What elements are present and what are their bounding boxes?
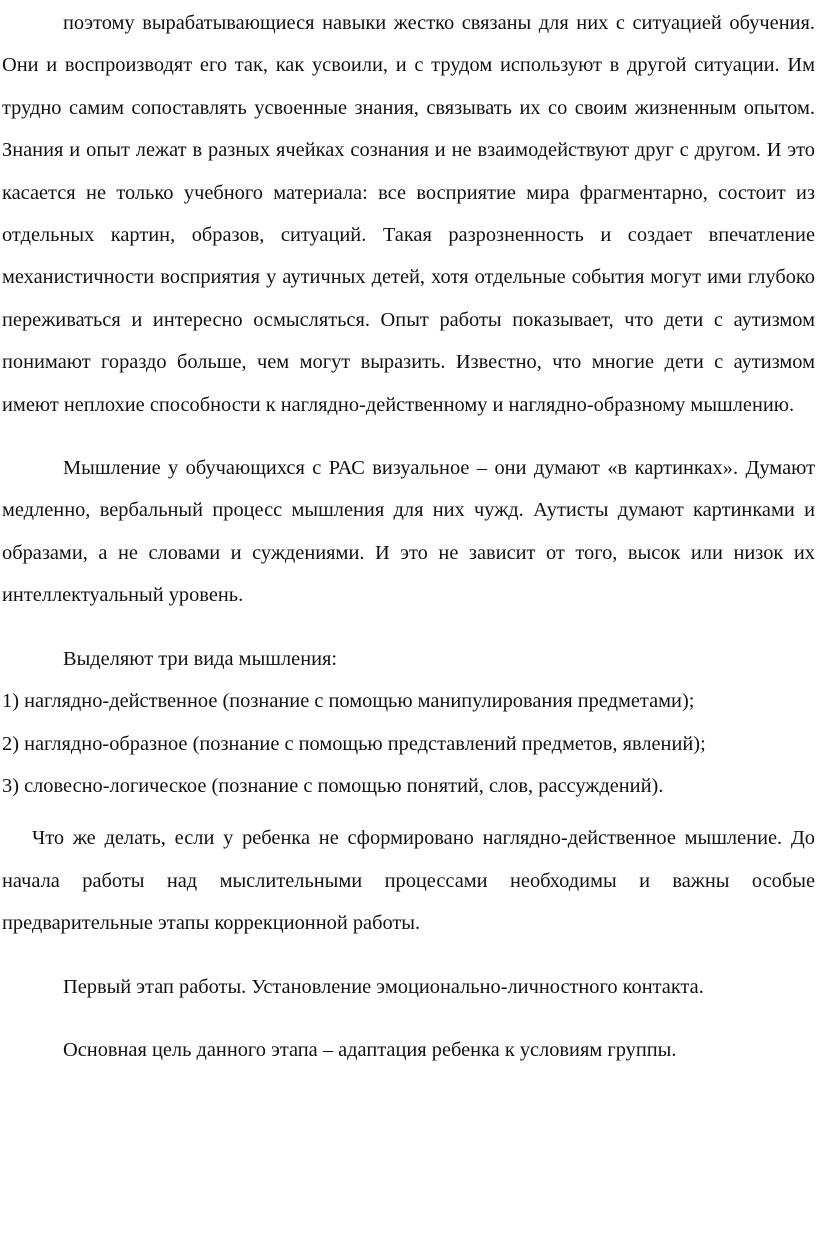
list-item-visual-action: 1) наглядно-действенное (познание с помощью манипулирования предметами); (2, 690, 695, 713)
paragraph-what-to-do: Что же делать, если у ребенка не сформировано наглядно-действенное мышление. До начала работы над мыслительными процессами необходимы и важны особые предварительные этапы коррекционной работы. (2, 827, 815, 935)
paragraph-first-stage: Первый этап работы. Установление эмоционально-личностного контакта. (63, 975, 704, 998)
paragraph-thinking-types-heading: Выделяют три вида мышления: (63, 647, 338, 670)
paragraph-main-goal: Основная цель данного этапа – адаптация ребенка к условиям группы. (63, 1038, 677, 1061)
list-item-verbal-logical: 3) словесно-логическое (познание с помощью понятий, слов, рассуждений). (2, 774, 664, 797)
paragraph-visual-thinking: Мышление у обучающихся с РАС визуальное – они думают «в картинках». Думают медленно, вербальный процесс мышления для них чужд. Аутисты думают картинками и образами, а не словами и суждениями. И это не зависит от того, высок или низок их интеллектуальный уровень. (2, 457, 815, 607)
list-item-visual-image: 2) наглядно-образное (познание с помощью представлений предметов, явлений); (2, 732, 706, 755)
paragraph-intro: поэтому вырабатывающиеся навыки жестко связаны для них с ситуацией обучения. Они и воспроизводят его так, как усвоили, и с трудом используют в другой ситуации. Им трудно самим сопоставлять усвоенные знания, связывать их со своим жизненным опытом. Знания и опыт лежат в разных ячейках сознания и не взаимодействуют друг с другом. И это касается не только учебного материала: все восприятие мира фрагментарно, состоит из отдельных картин, образов, ситуаций. Такая разрозненность и создает впечатление механистичности восприятия у аутичных детей, хотя отдельные события могут ими глубоко переживаться и интересно осмысляться. Опыт работы показывает, что дети с аутизмом понимают гораздо больше, чем могут выразить. Известно, что многие дети с аутизмом имеют неплохие способности к наглядно-действенному и наглядно-образному мышлению. (2, 12, 815, 416)
